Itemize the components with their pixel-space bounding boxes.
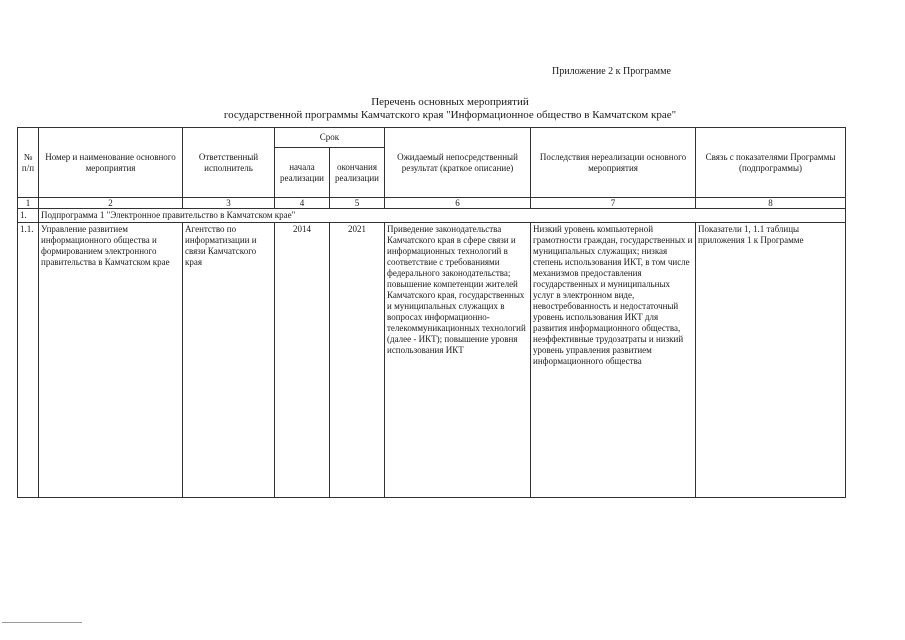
column-number-row bbox=[18, 198, 846, 209]
column-number: 4 bbox=[275, 198, 330, 209]
header-row-1 bbox=[18, 128, 846, 148]
column-number: 3 bbox=[183, 198, 275, 209]
subprogram-title: Подпрограмма 1 "Электронное правительство в Камчатском крае" bbox=[39, 209, 846, 223]
column-number: 6 bbox=[385, 198, 531, 209]
row-name: Управление развитием информационного общества и формированием электронного правительства в Камчатском крае bbox=[39, 223, 183, 498]
header-consequences: Последствия нереализации основного мероприятия bbox=[531, 128, 696, 198]
column-number: 8 bbox=[696, 198, 846, 209]
document-title: Перечень основных мероприятий bbox=[371, 96, 529, 108]
row-start-year: 2014 bbox=[275, 223, 330, 498]
subprogram-row bbox=[18, 209, 846, 223]
subprogram-no: 1. bbox=[18, 209, 39, 223]
table-row bbox=[18, 223, 846, 498]
header-name: Номер и наименование основного мероприятия bbox=[39, 128, 183, 198]
row-executor: Агентство по информатизации и связи Камчатского края bbox=[183, 223, 275, 498]
header-end: окончания реализации bbox=[330, 148, 385, 198]
row-consequences: Низкий уровень компьютерной грамотности граждан, государственных и муниципальных служащих; низкая степень использования ИКТ, в том числе механизмов предоставления государственных и муниципальных услуг в электронном виде, невостребованность и недостаточный уровень использования ИКТ для развития информационного общества, неэффективные трудозатраты и низкий уровень управления развитием информационного общества bbox=[531, 223, 696, 498]
header-link: Связь с показателями Программы (подпрограммы) bbox=[696, 128, 846, 198]
row-link: Показатели 1, 1.1 таблицы приложения 1 к Программе bbox=[696, 223, 846, 498]
column-number: 5 bbox=[330, 198, 385, 209]
footer-divider bbox=[2, 622, 82, 623]
column-number: 2 bbox=[39, 198, 183, 209]
column-number: 7 bbox=[531, 198, 696, 209]
header-term: Срок bbox=[275, 128, 385, 148]
header-no: № п/п bbox=[18, 128, 39, 198]
row-end-year: 2021 bbox=[330, 223, 385, 498]
row-result: Приведение законодательства Камчатского края в сфере связи и информационных технологий в соответствие с требованиями федерального законодательства; повышение компетенции жителей Камчатского края, государственных и муниципальных служащих в вопросах информационно-телекоммуникационных технологий (далее - ИКТ); повышение уровня использования ИКТ bbox=[385, 223, 531, 498]
row-no: 1.1. bbox=[18, 223, 39, 498]
header-start: начала реализации bbox=[275, 148, 330, 198]
header-result: Ожидаемый непосредственный результат (краткое описание) bbox=[385, 128, 531, 198]
header-executor: Ответственный исполнитель bbox=[183, 128, 275, 198]
annex-label: Приложение 2 к Программе bbox=[552, 66, 671, 77]
column-number: 1 bbox=[18, 198, 39, 209]
document-subtitle: государственной программы Камчатского края "Информационное общество в Камчатском крае" bbox=[223, 109, 677, 121]
measures-table bbox=[17, 127, 846, 498]
